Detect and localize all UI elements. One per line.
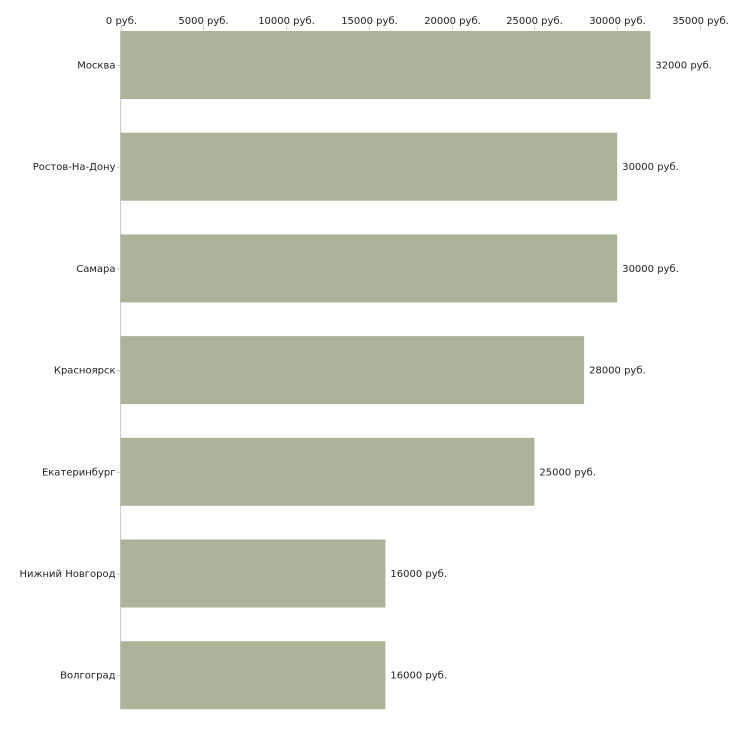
x-tick-label: 0 руб.: [105, 16, 138, 27]
x-tick-label: 35000 руб.: [672, 16, 729, 27]
x-tick-label: 5000 руб.: [178, 16, 229, 27]
x-tick-label: 20000 руб.: [424, 16, 481, 27]
bars-layer: [121, 31, 651, 709]
x-tick-label: 30000 руб.: [589, 16, 646, 27]
data-label: 32000 руб.: [655, 60, 712, 72]
data-label: 30000 руб.: [622, 162, 679, 174]
bar: [121, 336, 585, 404]
category-label: Ростов-На-Дону: [32, 162, 116, 174]
data-label: 16000 руб.: [390, 569, 448, 580]
category-label: Нижний Новгород: [19, 569, 116, 580]
category-label: Москва: [77, 60, 116, 72]
data-label: 25000 руб.: [539, 467, 597, 479]
x-tick-label: 15000 руб.: [341, 16, 398, 27]
bar: [121, 641, 386, 709]
data-label: 28000 руб.: [589, 365, 646, 377]
category-label: Волгоград: [60, 670, 116, 682]
bar: [121, 133, 618, 201]
bar: [121, 438, 535, 506]
category-label: Самара: [76, 263, 116, 275]
x-tick-label: 25000 руб.: [506, 16, 563, 27]
data-label: 16000 руб.: [390, 670, 448, 682]
category-label: Красноярск: [53, 365, 116, 377]
data-label: 30000 руб.: [622, 263, 679, 275]
bar: [121, 31, 651, 99]
category-label: Екатеринбург: [41, 467, 116, 479]
x-tick-label: 10000 руб.: [258, 16, 315, 27]
bar: [121, 540, 386, 608]
bar: [121, 234, 618, 302]
